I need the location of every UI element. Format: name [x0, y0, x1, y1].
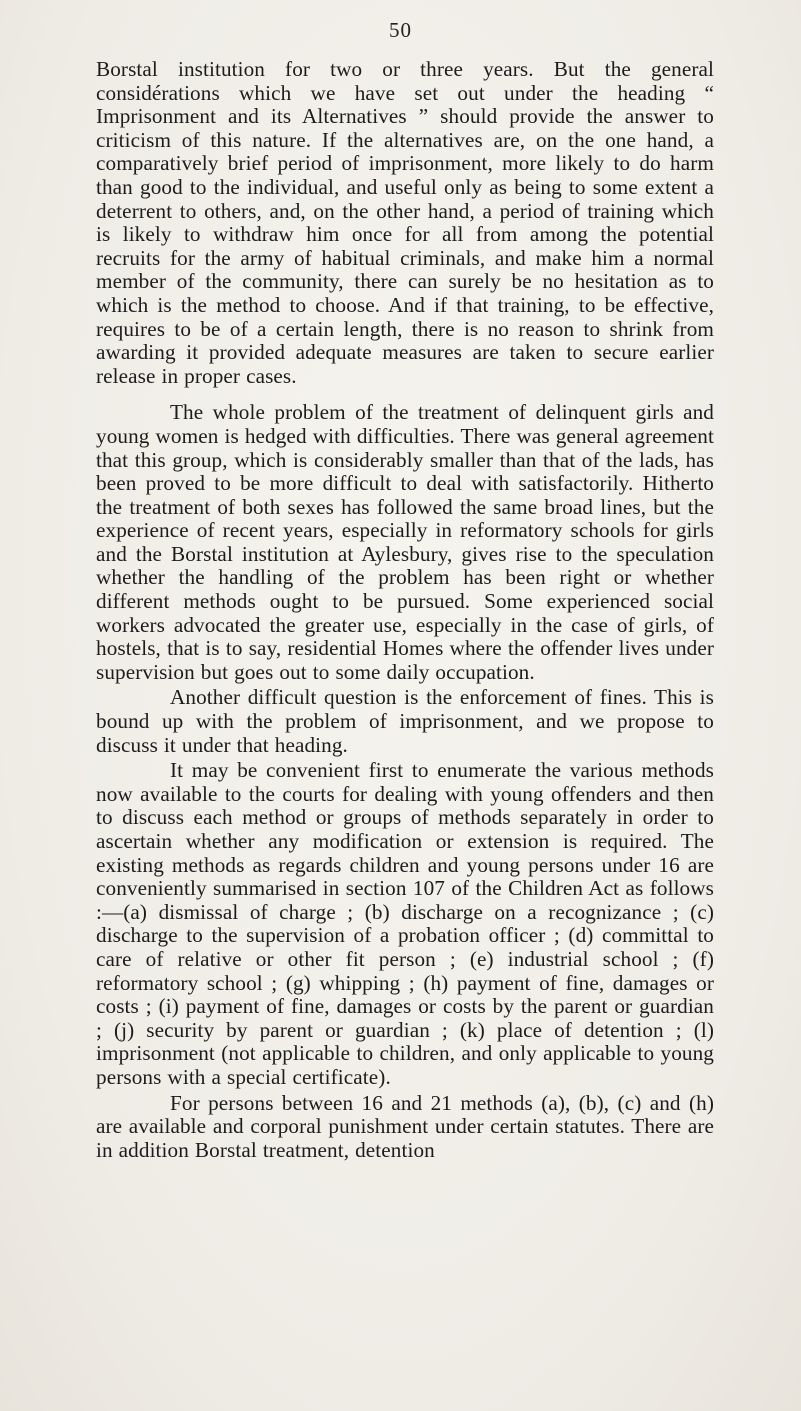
- paragraph-delinquent-girls: The whole problem of the treatment of delinquent girls and young women is hedged with difficulties. There was general agreement that this group, which is considerably smaller than that of the lads, has been proved to be more difficult to deal with satisfactorily. Hitherto the treatment of both sexes has followed the same broad lines, but the experience of recent years, especially in reformatory schools for girls and the Borstal institution at Aylesbury, gives rise to the speculation whether the handling of the problem has been right or whether different methods ought to be pursued. Some experienced social workers advocated the greater use, especially in the case of girls, of hostels, that is to say, residential Homes where the offender lives under supervision but goes out to some daily occupation.: [96, 400, 714, 684]
- paragraph-enforcement-of-fines: Another difficult question is the enforcement of fines. This is bound up with the problem of imprisonment, and we propose to discuss it under that heading.: [96, 685, 714, 757]
- paragraph-borstal-length: Borstal institution for two or three years. But the general considérations which we have set out under the heading “ Imprisonment and its Alternatives ” should provide the answer to criticism of this nature. If the alternatives are, on the one hand, a comparatively brief period of imprisonment, more likely to do harm than good to the individual, and useful only as being to some extent a deterrent to others, and, on the other hand, a period of training which is likely to withdraw him once for all from among the potential recruits for the army of habitual criminals, and make him a normal member of the community, there can surely be no hesitation as to which is the method to choose. And if that training, to be effective, requires to be of a certain length, there is no reason to shrink from awarding it provided adequate measures are taken to secure earlier release in proper cases.: [96, 57, 714, 388]
- paragraph-persons-16-to-21: For persons between 16 and 21 methods (a), (b), (c) and (h) are available and corporal punishment under certain statutes. There are in addition Borstal treatment, detention: [96, 1090, 714, 1162]
- body-text: [96, 58, 714, 1162]
- page-number: 50: [389, 18, 412, 42]
- paragraph-methods-enumerated: It may be convenient first to enumerate the various methods now available to the courts for dealing with young offenders and then to discuss each method or groups of methods separately in order to ascertain whether any modification or extension is required. The existing methods as regards children and young persons under 16 are conveniently summarised in section 107 of the Children Act as follows :—(a) dismissal of charge ; (b) discharge on a recognizance ; (c) discharge to the supervision of a probation officer ; (d) committal to care of relative or other fit person ; (e) industrial school ; (f) reformatory school ; (g) whipping ; (h) payment of fine, damages or costs ; (i) payment of fine, damages or costs by the parent or guardian ; (j) security by parent or guardian ; (k) place of detention ; (l) imprisonment (not applicable to children, and only applicable to young persons with a special certificate).: [96, 758, 714, 1089]
